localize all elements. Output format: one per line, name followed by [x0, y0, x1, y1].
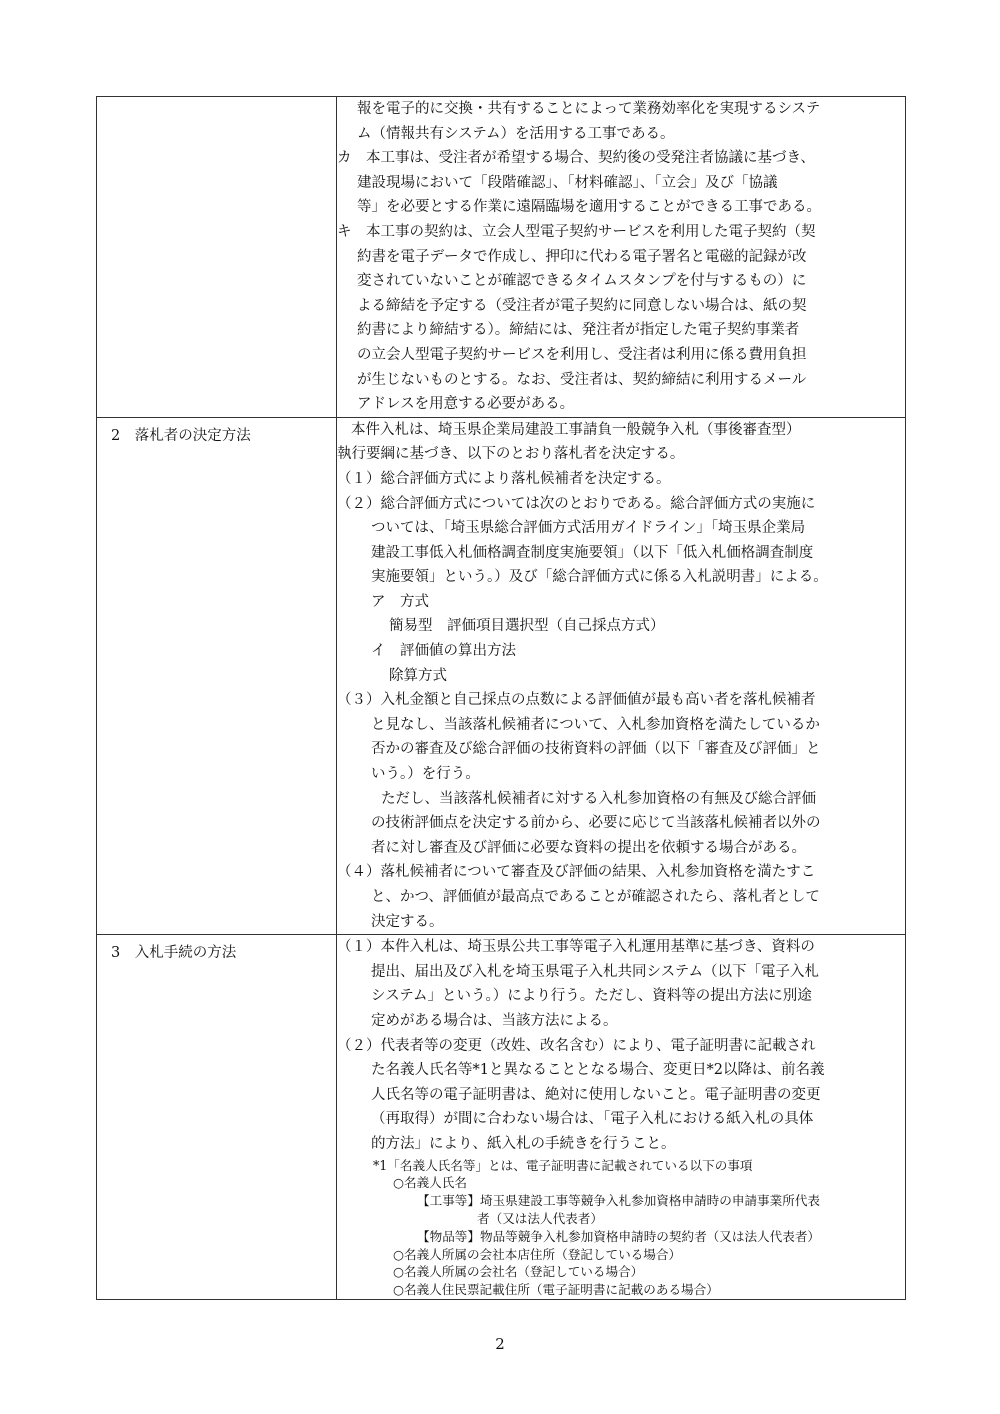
body-text-line: （１）総合評価方式により落札候補者を決定する。 — [337, 470, 671, 487]
body-text-line: と見なし、当該落札候補者について、入札参加資格を満たしているか — [371, 716, 820, 733]
body-text-line: 簡易型 評価項目選択型（自己採点方式） — [389, 618, 665, 635]
body-text-line: 決定する。 — [371, 913, 444, 930]
body-text-line: 除算方式 — [389, 667, 447, 684]
body-text-line: キ 本工事の契約は、立会人型電子契約サービスを利用した電子契約（契 — [337, 223, 816, 240]
table-row-bid-procedure — [97, 935, 906, 1300]
table-row-award-method — [97, 417, 906, 934]
body-text-line: 的方法」により、紙入札の手続きを行うこと。 — [371, 1135, 676, 1152]
body-text-line: 者に対し審査及び評価に必要な資料の提出を依頼する場合がある。 — [371, 839, 806, 856]
body-text-line: （再取得）が間に合わない場合は、「電子入札における紙入札の具体 — [371, 1111, 814, 1128]
body-text-line: が生じないものとする。なお、受注者は、契約締結に利用するメール — [357, 371, 807, 388]
body-text-line: イ 評価値の算出方法 — [371, 643, 516, 660]
body-text-line: よる締結を予定する（受注者が電子契約に同意しない場合は、紙の契 — [357, 297, 807, 314]
section-label — [97, 97, 336, 103]
body-text-line: と、かつ、評価値が最高点であることが確認されたら、落札者として — [371, 889, 820, 905]
body-text-line: （４）落札候補者について審査及び評価の結果、入札参加資格を満たすこ — [337, 864, 816, 881]
body-text-line: の技術評価点を決定する前から、必要に応じて当該落札候補者以外の — [371, 815, 821, 832]
body-text-line: （２）代表者等の変更（改姓、改名含む）により、電子証明書に記載され — [337, 1037, 816, 1054]
section-label-award-method: 2 落札者の決定方法 — [111, 427, 251, 444]
section-body-award-method — [337, 417, 906, 934]
body-text-line: 変されていないことが確認できるタイムスタンプを付与するもの）に — [357, 273, 807, 290]
body-text-line: 等」を必要とする作業に遠隔臨場を適用することができる工事である。 — [357, 199, 821, 216]
body-text-line: （３）入札金額と自己採点の点数による評価値が最も高い者を落札候補者 — [337, 692, 816, 709]
section-label-cell — [97, 97, 337, 418]
body-text-line: 報を電子的に交換・共有することによって業務効率化を実現するシステ — [357, 101, 821, 117]
body-text-line: た名義人氏名等*1と異なることとなる場合、変更日*2以降は、前名義 — [371, 1062, 825, 1079]
body-text-line: ム（情報共有システム）を活用する工事である。 — [357, 125, 675, 142]
footnote-line: *1「名義人氏名等」とは、電子証明書に記載されている以下の事項 — [373, 1157, 753, 1173]
footnote-line: 者（又は法人代表者） — [477, 1210, 603, 1226]
body-text-line: の立会人型電子契約サービスを利用し、受注者は利用に係る費用負担 — [357, 346, 807, 363]
footnote-line: ○名義人住民票記載住所（電子証明書に記載のある場合） — [393, 1282, 719, 1298]
footnote-line: ○名義人氏名 — [393, 1175, 467, 1191]
body-text-line: （１）本件入札は、埼玉県公共工事等電子入札運用基準に基づき、資料の — [337, 939, 815, 956]
footnote-line: 【工事等】埼玉県建設工事等競争入札参加資格申請時の申請事業所代表 — [417, 1193, 820, 1209]
body-text-line: 定めがある場合は、当該方法による。 — [371, 1012, 618, 1029]
document-table — [96, 96, 906, 1300]
body-text-line: （２）総合評価方式については次のとおりである。総合評価方式の実施に — [337, 495, 816, 512]
section-body-bid-procedure — [337, 935, 906, 1300]
footnote-line: ○名義人所属の会社名（登記している場合） — [393, 1264, 644, 1280]
body-text-line: 否かの審査及び総合評価の技術資料の評価（以下「審査及び評価」と — [371, 741, 821, 758]
table-row-continued — [97, 97, 906, 418]
body-text-line: 人氏名等の電子証明書は、絶対に使用しないこと。電子証明書の変更 — [371, 1086, 821, 1103]
footnote-line: 【物品等】物品等競争入札参加資格申請時の契約者（又は法人代表者） — [417, 1228, 820, 1244]
body-text-line: 実施要領」という。）及び「総合評価方式に係る入札説明書」による。 — [371, 569, 828, 586]
body-text-line: カ 本工事は、受注者が希望する場合、契約後の受発注者協議に基づき、 — [337, 150, 815, 167]
body-text-line: 提出、届出及び入札を埼玉県電子入札共同システム（以下「電子入札 — [371, 963, 820, 980]
section-body-continued — [337, 97, 906, 418]
body-text-line: 本件入札は、埼玉県企業局建設工事請負一般競争入札（事後審査型） — [351, 421, 801, 438]
body-text-line: 執行要綱に基づき、以下のとおり落札者を決定する。 — [337, 446, 685, 463]
section-label-cell — [97, 417, 337, 934]
body-text-line: ついては、「埼玉県総合評価方式活用ガイドライン」「埼玉県企業局 — [371, 520, 806, 537]
body-text-line: 建設現場において「段階確認」、「材料確認」、「立会」及び「協議 — [357, 174, 778, 191]
body-text-line: 約書を電子データで作成し、押印に代わる電子署名と電磁的記録が改 — [357, 248, 807, 265]
body-text-line: ただし、当該落札候補者に対する入札参加資格の有無及び総合評価 — [381, 790, 816, 807]
page-number: 2 — [495, 1335, 505, 1353]
body-text-line: ア 方式 — [371, 593, 429, 610]
section-label-bid-procedure: 3 入札手続の方法 — [111, 945, 237, 962]
body-text-line: いう。）を行う。 — [371, 766, 480, 783]
footnote-line: ○名義人所属の会社本店住所（登記している場合） — [393, 1246, 682, 1262]
body-text-line: アドレスを用意する必要がある。 — [357, 396, 575, 413]
section-label-cell — [97, 935, 337, 1300]
body-text-line: 建設工事低入札価格調査制度実施要領」（以下「低入札価格調査制度 — [371, 544, 814, 561]
body-text-line: システム」という。）により行う。ただし、資料等の提出方法に別途 — [371, 988, 812, 1005]
body-text-line: 約書により締結する）。締結には、発注者が指定した電子契約事業者 — [357, 322, 800, 339]
